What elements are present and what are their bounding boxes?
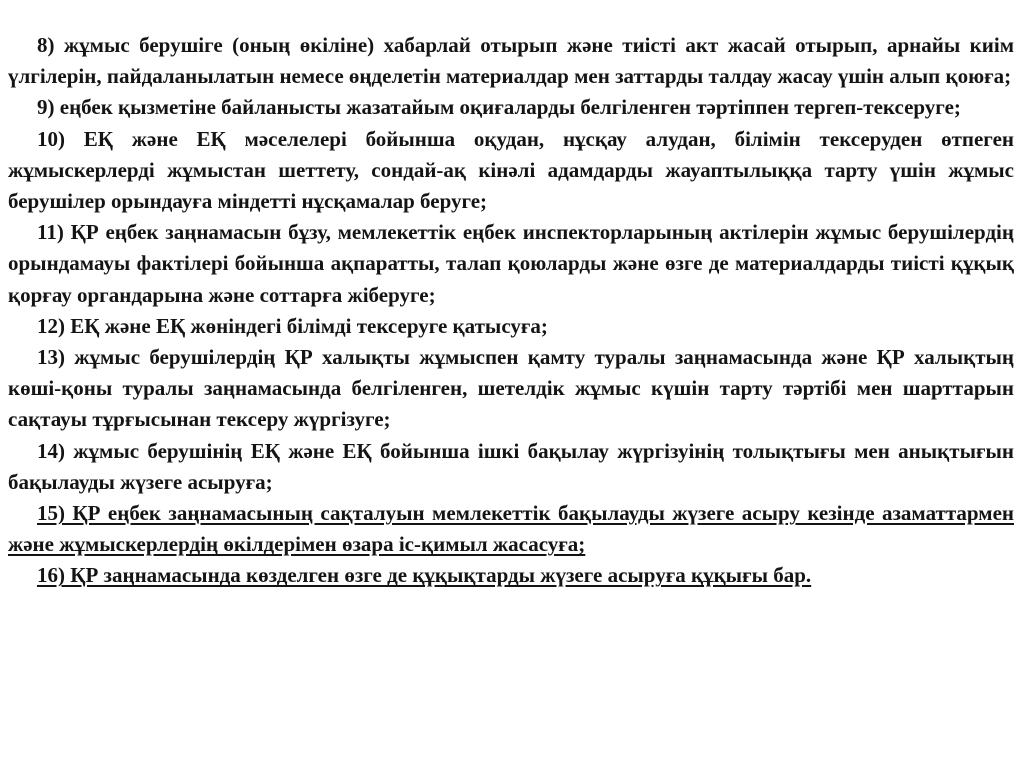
paragraph-item-16: 16) ҚР заңнамасында көзделген өзге де құқықтарды жүзеге асыруға құқығы бар. — [37, 563, 812, 588]
paragraph-item-12: 12) ЕҚ және ЕҚ жөнiндегi бiлiмдi тексеруге қатысуға; — [37, 313, 548, 338]
paragraph-item-9: 9) еңбек қызметiне байланысты жазатайым оқиғаларды белгiленген тәртiппен тергеп-тексеруге; — [37, 95, 961, 120]
paragraph-item-15: 15) ҚР еңбек заңнамасының сақталуын мемлекеттiк бақылауды жүзеге асыру кезiнде азаматтармен және жұмыскерлердiң өкiлдерiмен өзара iс-қимыл жасасуға; — [8, 501, 1014, 557]
paragraph-item-13: 13) жұмыс берушiлердiң ҚР халықты жұмыспен қамту туралы заңнамасында және ҚР халықтың көшi-қоны туралы заңнамасында белгiленген, шетелдiк жұмыс күшiн тарту тәртiбi мен шарттарын сақтауы тұрғысынан тексеру жүргiзуге; — [8, 345, 1014, 432]
paragraph-item-11: 11) ҚР еңбек заңнамасын бұзу, мемлекеттiк еңбек инспекторларының актiлерiн жұмыс берушiлердiң орындамауы фактiлерi бойынша ақпаратты, талап қоюларды және өзге де материалдарды тиiстi құқық қорғау органдарына және соттарға жiберуге; — [8, 220, 1014, 307]
paragraph-item-14: 14) жұмыс берушiнiң ЕҚ және ЕҚ бойынша iшкi бақылау жүргiзуiнiң толықтығы мен анықтығын бақылауды жүзеге асыруға; — [8, 438, 1014, 494]
paragraph-item-8: 8) жұмыс берушіге (оның өкiлiне) хабарлай отырып және тиiстi акт жасай отырып, арнайы киiм үлгiлерiн, пайдаланылатын немесе өңделетiн материалдар мен заттарды талдау жасау үшiн алып қоюға; — [8, 33, 1014, 89]
paragraph-item-10: 10) ЕҚ және ЕҚ мәселелерi бойынша оқудан, нұсқау алудан, бiлiмiн тексеруден өтпеген жұмыскерлердi жұмыстан шеттету, сондай-ақ кiнәлi адамдарды жауаптылыққа тарту үшiн жұмыс берушiлер орындауға мiндеттi нұсқамалар беруге; — [8, 126, 1014, 214]
document-page — [8, 30, 1014, 592]
